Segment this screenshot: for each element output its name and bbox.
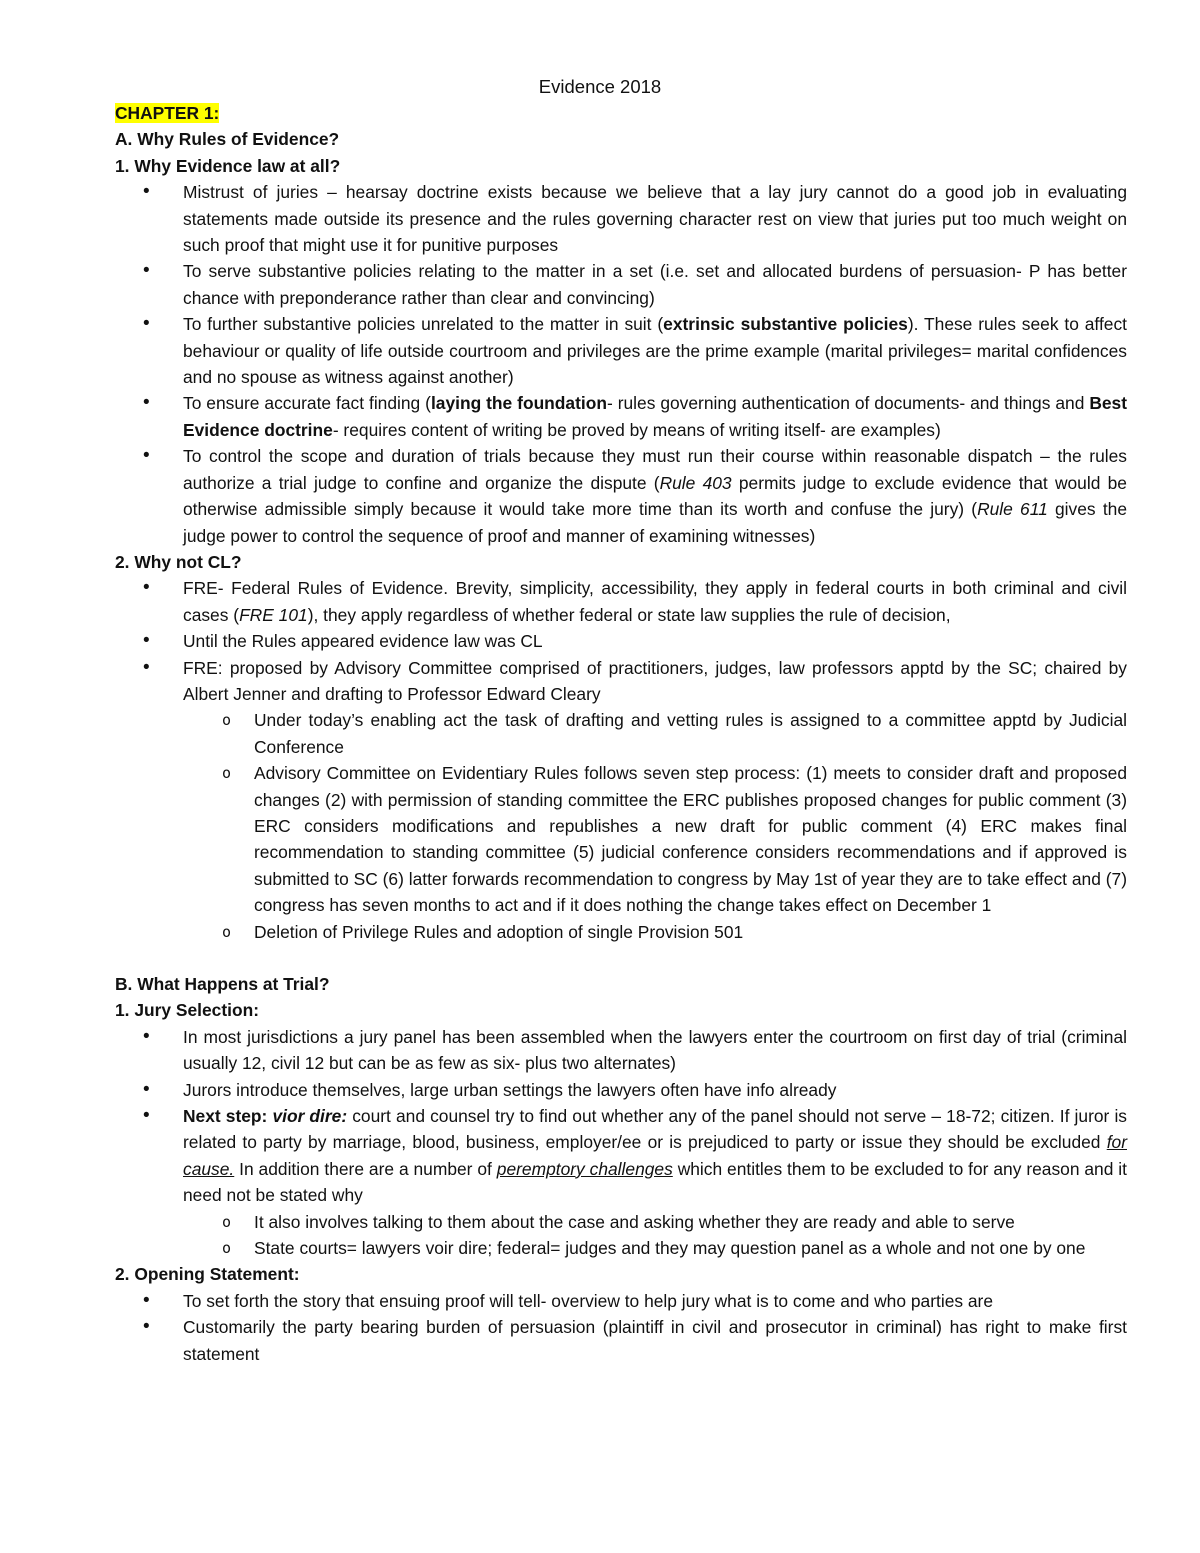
section-a-heading: A. Why Rules of Evidence? [115, 129, 340, 150]
sub-list-item: o Deletion of Privilege Rules and adoption of single Provision 501 [115, 919, 1127, 945]
underlined-term: peremptory challenges [496, 1158, 673, 1179]
list-item: • FRE: proposed by Advisory Committee comprised of practitioners, judges, law professors apptd by the SC; chaired by Albert Jenner and drafting to Professor Edward Cleary o Under today’s enabling act the task of drafting and vetting rules is assigned to a committee apptd by Judicial Conference o Advisory Committee on Evidentiary Rules follows seven step process: (1) meets to consider draft and proposed changes (2) with permission of standing committee the ERC publishes proposed changes for public comment (3) ERC considers modifications and republishes a new draft for public comment (4) ERC makes final recommendation to standing committee (5) judicial conference considers recommendations and if approved is submitted to SC (6) latter forwards recommendation to congress by May 1st of year they are to take effect and (7) congress has seven months to act and if it does nothing the change takes effect on December 1 o Deletion of Privilege Rules and adoption of single Provision 501 [115, 655, 1127, 945]
list-item: • Mistrust of juries – hearsay doctrine exists because we believe that a lay jury cannot do a good job in evaluating statements made outside its presence and the rules governing character rest on view that juries put too much weight on such proof that might use it for punitive purposes [115, 179, 1127, 258]
document-title: Evidence 2018 [538, 76, 662, 97]
section-b-heading: B. What Happens at Trial? [115, 974, 330, 994]
sub-list-item: o State courts= lawyers voir dire; federal= judges and they may question panel as a whole and not one by one [115, 1235, 1127, 1261]
list-item: • In most jurisdictions a jury panel has been assembled when the lawyers enter the courtroom on first day of trial (criminal usually 12, civil 12 but can be as few as six- plus two alternates) [115, 1024, 1127, 1077]
document-body [115, 100, 1127, 1367]
list-item: • Next step: vior dire: court and counsel try to find out whether any of the panel should not serve – 18-72; citizen. If juror is related to party by marriage, blood, business, employer/ee or is prejudiced to party or issue they should be excluded for cause. In addition there are a number of peremptory challenges which entitles them to be excluded to for any reason and it need not be stated why o It also involves talking to them about the case and asking whether they are ready and able to serve o State courts= lawyers voir dire; federal= judges and they may question panel as a whole and not one by one [115, 1103, 1127, 1261]
chapter-label: CHAPTER 1: [115, 103, 220, 123]
list-item: • To set forth the story that ensuing proof will tell- overview to help jury what is to come and who parties are [115, 1288, 1127, 1314]
sub-list [115, 707, 1127, 945]
section-b-sub2: 2. Opening Statement: [115, 1264, 300, 1285]
section-a-sub1: 1. Why Evidence law at all? [115, 155, 341, 176]
list-item: • To serve substantive policies relating to the matter in a set (i.e. set and allocated burdens of persuasion- P has better chance with preponderance rather than clear and convincing) [115, 258, 1127, 311]
list-item: • To ensure accurate fact finding (laying the foundation- rules governing authentication of documents- and things and Best Evidence doctrine- requires content of writing be proved by means of writing itself- are examples) [115, 390, 1127, 443]
list-item: • Customarily the party bearing burden of persuasion (plaintiff in civil and prosecutor in criminal) has right to make first statement [115, 1314, 1127, 1367]
section-a-sub2: 2. Why not CL? [115, 551, 242, 572]
sub-list-item: o Advisory Committee on Evidentiary Rules follows seven step process: (1) meets to consider draft and proposed changes (2) with permission of standing committee the ERC publishes proposed changes for public comment (3) ERC considers modifications and republishes a new draft for public comment (4) ERC makes final recommendation to standing committee (5) judicial conference considers recommendations and if approved is submitted to SC (6) latter forwards recommendation to congress by May 1st of year they are to take effect and (7) congress has seven months to act and if it does nothing the change takes effect on December 1 [115, 760, 1127, 918]
underlined-term: for cause. [183, 1132, 1127, 1179]
list-item: • To further substantive policies unrelated to the matter in suit (extrinsic substantive policies). These rules seek to affect behaviour or quality of life outside courtroom and privileges are the prime example (marital privileges= marital confidences and no spouse as witness against another) [115, 311, 1127, 390]
jury-selection-list [115, 1024, 1127, 1262]
sub-list-item: o It also involves talking to them about the case and asking whether they are ready and able to serve [115, 1209, 1127, 1235]
sub-list-item: o Under today’s enabling act the task of drafting and vetting rules is assigned to a committee apptd by Judicial Conference [115, 707, 1127, 760]
list-item: • To control the scope and duration of trials because they must run their course within reasonable dispatch – the rules authorize a trial judge to confine and organize the dispute (Rule 403 permits judge to exclude evidence that would be otherwise admissible simply because it would take more time than its worth and confuse the jury) (Rule 611 gives the judge power to control the sequence of proof and manner of examining witnesses) [115, 443, 1127, 549]
list-item: • Jurors introduce themselves, large urban settings the lawyers often have info already [115, 1077, 1127, 1103]
list-item: • FRE- Federal Rules of Evidence. Brevity, simplicity, accessibility, they apply in federal courts in both criminal and civil cases (FRE 101), they apply regardless of whether federal or state law supplies the rule of decision, [115, 575, 1127, 628]
opening-statement-list [115, 1288, 1127, 1367]
section-b-sub1: 1. Jury Selection: [115, 1000, 260, 1021]
list-item: • Until the Rules appeared evidence law was CL [115, 628, 1127, 654]
why-evidence-list [115, 179, 1127, 549]
spacer [115, 945, 1127, 971]
chapter-heading [115, 100, 1127, 126]
why-not-cl-list [115, 575, 1127, 945]
sub-list [115, 1209, 1127, 1262]
